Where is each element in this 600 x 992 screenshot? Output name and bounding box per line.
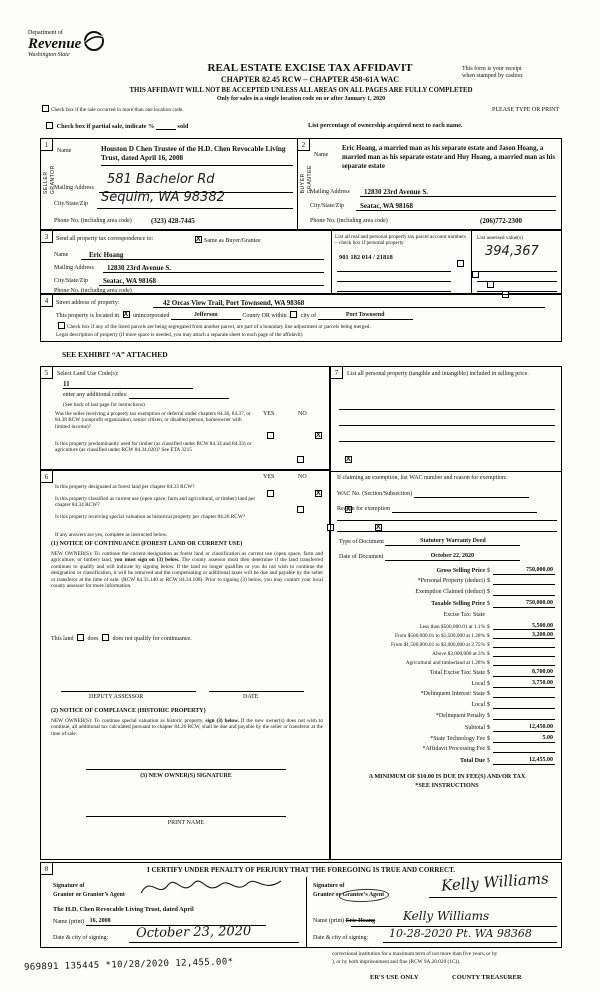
receipt-note <box>462 66 574 80</box>
rule <box>360 196 556 197</box>
dollar-sign: $ <box>487 601 490 607</box>
fee-value[interactable] <box>493 746 555 753</box>
fee-value[interactable]: 5.00 <box>493 735 555 743</box>
fee-row <box>335 680 555 688</box>
dollar-sign: $ <box>487 670 490 676</box>
notice2-pre: NEW OWNER(S): To continue special valuation as historic property, <box>51 718 204 724</box>
notice1-bold: you must sign on (3) below. <box>114 557 180 564</box>
fee-value[interactable]: 3,200.00 <box>493 632 555 639</box>
excise-state-header-row <box>335 612 555 619</box>
segregated-label: Check box if any of the listed parcels are being segregated from another parcel, are part of a boundary line adjustment or parcels being merged. <box>67 324 371 330</box>
seller-name-value[interactable]: Houston D Chen Trustee of the H.D. Chen Revocable Living Trust, dated April 16, 2008 <box>101 145 293 166</box>
segregated-row <box>56 322 556 330</box>
fee-row <box>335 724 555 732</box>
city-checkbox[interactable] <box>290 311 297 318</box>
s5-q1-no-checkbox[interactable] <box>315 432 322 439</box>
seller-phone-value[interactable]: (323) 428-7445 <box>151 217 195 225</box>
fee-label: *Affidavit Processing Fee <box>422 746 485 752</box>
s3-name-value[interactable]: Eric Hoang <box>89 251 124 259</box>
wac-label: WAC No. (Section/Subsection) <box>337 491 413 497</box>
see-instructions-note: *SEE INSTRUCTIONS <box>415 782 479 789</box>
dollar-sign: $ <box>487 691 490 697</box>
notice1-title: (1) NOTICE OF CONTINUANCE (FOREST LAND OR CURRENT USE) <box>51 541 243 547</box>
receipt-note-line1: This form is your receipt <box>462 66 522 72</box>
notice1-post: The county assessor must then determine if the land transferred continues to qualify and will indicate by signing below. If the land no longer qualifies or you do not wish to continue the designation or classification, it will be removed and the compensating or additional taxes will be due and payable by the seller or transferor at the time of sale. (RCW 84.33.140 or RCW 84.34.108). Prior to signing (3) below, you may contact your local county assessor for more information. <box>51 557 324 590</box>
section-2-buyer <box>297 138 562 230</box>
section-6-number: 6 <box>41 471 53 483</box>
grantor-print-line1: The H.D. Chen Revocable Living Trust, dated April <box>53 906 194 913</box>
legal-description-label: Legal description of property (if more space is needed, you may attach a separate sheet to each page of the affidavit) <box>56 332 303 338</box>
fee-row <box>335 632 555 639</box>
fee-label: *Delinquent Interest: State <box>420 691 485 697</box>
fee-label: Local <box>471 702 485 708</box>
s3-name-label: Name <box>54 252 69 258</box>
notice1-paragraph <box>51 551 323 589</box>
section-3-number: 3 <box>41 231 53 243</box>
single-location-line: Only for sales in a single location code on or after January 1, 2020 <box>216 96 386 102</box>
grantor-signature[interactable] <box>136 873 286 903</box>
s3-mailing-label: Mailing Address <box>54 265 94 271</box>
fee-row <box>335 713 555 720</box>
fee-label: Local <box>471 681 485 687</box>
grantee-print-struck: Eric Hoang <box>345 918 376 924</box>
buyer-phone-label: Phone No. (including area code) <box>310 218 388 224</box>
s6-question-2: Is this property classified as current use (open space, farm and agricultural, or timber) land per chapter 84.34 RCW? <box>55 496 256 509</box>
s3-phone-label: Phone No. (including area code) <box>54 288 132 294</box>
buyer-phone-value[interactable]: (206)772-2300 <box>480 217 522 225</box>
grantee-signature[interactable]: Kelly Williams <box>440 869 550 895</box>
land-use-label: Select Land Use Code(s): <box>57 371 119 377</box>
chapter-line: CHAPTER 82.45 RCW – CHAPTER 458-61A WAC <box>220 75 400 84</box>
doc-date-label: Date of Document <box>339 554 384 560</box>
fee-label: Total Excise Tax: State <box>429 670 485 676</box>
fee-row <box>335 641 555 648</box>
print-name-line[interactable] <box>86 816 286 817</box>
grantee-signature-line[interactable] <box>429 897 557 898</box>
grantee-name-print-label: Name (print) <box>313 918 345 924</box>
wac-row <box>337 491 529 498</box>
s6-question-3: Is this property receiving special valuation as historical property per chapter 84.26 RCW? <box>55 514 246 520</box>
dollar-sign: $ <box>487 713 490 719</box>
assessed-blank-line[interactable] <box>477 291 557 292</box>
section-5-land-use <box>40 366 330 470</box>
city-of-label: city of <box>300 313 317 319</box>
doc-date-row <box>339 553 520 561</box>
section-1-seller <box>40 138 298 230</box>
dor-logo-icon <box>83 30 105 52</box>
notice2-paragraph <box>51 718 323 737</box>
dollar-sign: $ <box>487 568 490 574</box>
dollar-sign: $ <box>487 736 490 742</box>
dor-logo <box>28 30 105 59</box>
ownership-note: List percentage of ownership acquired next to each name. <box>308 122 463 129</box>
buyer-side-label-2: GRANTEE <box>307 165 313 194</box>
section-5-number: 5 <box>41 367 53 379</box>
street-address-value[interactable]: 42 Orcas View Trail, Port Townsend, WA 98368 <box>163 299 305 307</box>
section-8-certification <box>40 862 562 948</box>
rule <box>97 208 293 209</box>
parcel-3-personal-checkbox[interactable] <box>487 281 494 288</box>
notice2-bold: sign (3) below. <box>205 718 239 724</box>
fee-row <box>335 659 555 666</box>
personal-property-blank-line[interactable] <box>339 441 555 442</box>
dollar-sign: $ <box>487 633 490 639</box>
unincorporated-checkbox[interactable] <box>123 311 130 318</box>
wac-field[interactable] <box>414 491 529 498</box>
doc-date-value[interactable]: October 22, 2020 <box>385 553 520 561</box>
s5-no-header: NO <box>298 411 307 417</box>
reason-blank-line[interactable] <box>337 520 557 521</box>
personal-property-label: List all personal property (tangible and intangible) included in selling price. <box>347 371 529 377</box>
please-type-print-label: PLEASE TYPE OR PRINT <box>492 107 560 113</box>
dollar-sign: $ <box>487 681 490 687</box>
doc-type-label: Type of Document <box>339 539 384 545</box>
fee-row <box>335 567 555 575</box>
send-correspondence-label: Send all property tax correspondence to: <box>56 236 154 242</box>
grantor-date-city-label: Date & city of signing: <box>53 935 109 941</box>
grantor-date-line[interactable] <box>129 942 299 943</box>
multi-location-row <box>40 105 185 113</box>
buyer-name-value[interactable]: Eric Hoang, a married man as his separate estate and Jason Hoang, a married man as his separate estate and Huy Hoang, a married man as his separate estate <box>342 145 555 170</box>
seller-name-label: Name <box>57 148 72 154</box>
grantor-signature-of-label: Signature of <box>53 883 85 889</box>
additional-codes-field[interactable] <box>129 392 229 399</box>
personal-property-blank-line[interactable] <box>339 425 555 426</box>
fee-label: Subtotal <box>464 725 485 731</box>
grantee-date-line[interactable] <box>383 942 557 943</box>
parcel-blank-line[interactable] <box>337 291 451 292</box>
qualify-row <box>51 634 192 643</box>
s6-no-header: NO <box>298 474 307 480</box>
notice1-pre: NEW OWNER(S): To continue the current designation as forest land or classification as current use (open space, farm and agriculture, or timber) land, <box>51 551 323 564</box>
street-address-label: Street address of property: <box>56 300 120 306</box>
section-4-number: 4 <box>41 295 53 307</box>
multi-location-checkbox[interactable] <box>42 105 49 112</box>
seller-side-label-1: SELLER <box>43 171 49 195</box>
assessed-blank-line[interactable] <box>477 271 557 272</box>
partial-sale-label: Check box if partial sale, indicate % <box>56 123 155 130</box>
new-owner-signature-line[interactable] <box>86 769 286 770</box>
fee-row <box>335 589 555 596</box>
buyer-side-label-1: BUYER <box>300 173 306 194</box>
rule <box>331 471 562 472</box>
section-1-number: 1 <box>41 139 53 151</box>
partial-sale-checkbox[interactable] <box>46 122 53 129</box>
rule <box>331 231 332 293</box>
fee-value[interactable]: 5,500.00 <box>493 623 555 630</box>
dollar-sign: $ <box>487 746 490 752</box>
warning-line: THIS AFFIDAVIT WILL NOT BE ACCEPTED UNLESS ALL AREAS ON ALL PAGES ARE FULLY COMPLETED <box>129 87 473 94</box>
fee-value[interactable] <box>493 702 555 709</box>
partial-sale-sold-label: sold <box>177 123 189 130</box>
fee-row <box>335 650 555 657</box>
fee-row <box>335 691 555 698</box>
dollar-sign: $ <box>487 659 490 666</box>
rule <box>103 272 324 273</box>
s3-city-value[interactable]: Seatac, WA 98168 <box>103 277 156 285</box>
fee-value[interactable]: 8,700.00 <box>493 669 555 677</box>
notice2-title: (2) NOTICE OF COMPLIANCE (HISTORIC PROPERTY) <box>51 708 206 714</box>
s6-question-1: Is this property designated as forest land per chapter 84.33 RCW? <box>55 484 195 490</box>
same-as-row <box>193 236 261 245</box>
grantee-name-print-row <box>313 918 375 925</box>
perjury-fragment-1: correctional institution for a maximum term of not more than five years, or by <box>332 951 498 957</box>
grantor-name-print-label: Name (print) <box>53 919 85 925</box>
grantee-date-city-label: Date & city of signing: <box>313 935 369 941</box>
partial-sale-row <box>44 122 188 130</box>
seller-city-label: City/State/Zip <box>54 201 88 207</box>
logo-state-text: Washington State <box>28 52 70 59</box>
grantee-signature-of-label: Signature of <box>313 883 345 889</box>
print-name-label: PRINT NAME <box>167 820 205 826</box>
assessed-header: List assessed value(s) <box>477 235 523 241</box>
fee-label: *State Technology Fee <box>430 736 485 742</box>
treasurer-stamp: 969891 135445 *10/28/2020 12,455.00* <box>23 957 234 973</box>
assessed-value[interactable]: 394,367 <box>485 244 539 259</box>
s5-q1-yes-checkbox[interactable] <box>267 432 274 439</box>
dollar-sign: $ <box>487 758 490 764</box>
parcel-blank-line[interactable] <box>337 271 451 272</box>
fee-row <box>335 702 555 709</box>
qualify-pre-label: This land <box>51 636 74 642</box>
s3-mailing-value[interactable]: 12830 23rd Avenue S. <box>107 264 172 272</box>
fee-label: *Personal Property (deduct) <box>417 578 485 584</box>
dollar-sign: $ <box>487 702 490 708</box>
fee-label: Above $3,000,000 at 3% <box>432 650 485 657</box>
dollar-sign: $ <box>487 578 490 584</box>
reason-row <box>337 506 537 513</box>
fee-value[interactable]: 750,000.00 <box>493 600 555 608</box>
doc-type-row <box>339 538 520 546</box>
fee-label: *Delinquent Penalty <box>435 713 485 719</box>
grantee-circled-label: Grantee’s Agent <box>342 892 385 898</box>
exemption-header: If claiming an exemption, list WAC number and reason for exemption: <box>337 475 507 481</box>
grantor-print-line2[interactable]: 16, 2008 <box>86 918 266 926</box>
seller-mailing-value[interactable]: 581 Bachelor Rd <box>107 172 215 187</box>
fee-label: Agricultural and timberland at 1.28% <box>405 659 485 666</box>
fee-row <box>335 600 555 608</box>
fee-label: Less than $500,000.01 at 1.1% <box>419 624 485 630</box>
notice2-post: If the new owner(s) does not wish to continue, all additional tax calculated pursuant to chapter 84.26 RCW, shall be due and payable by the seller or transferor at the time of sale. <box>51 718 323 737</box>
grantor-agent-label: Grantor or Grantor’s Agent <box>53 892 125 898</box>
s6-yes-header: YES <box>263 474 275 480</box>
county-treasurer-label: COUNTY TREASURER <box>452 974 522 981</box>
fee-value[interactable]: 12,455.00 <box>493 757 555 765</box>
dollar-sign: $ <box>487 641 490 648</box>
located-mid-label: County OR within <box>242 313 287 319</box>
parcel-header: List all real and personal property tax parcel account numbers – check box if personal property <box>335 234 467 247</box>
city-value[interactable]: Port Townsend <box>318 312 413 320</box>
fee-value[interactable]: 12,450.00 <box>493 724 555 732</box>
s5-question-2: Is this property predominantly used for timber (as classified under RCW 84.34 and 84.33) or agriculture (as classified under RCW 84.34.020)? See ETA 3215 <box>55 441 252 454</box>
partial-sale-percent-field[interactable] <box>156 123 176 130</box>
seller-mailing-label: Mailing Address <box>54 185 94 191</box>
multi-location-label: Check box if the sale occurred in more than one location code. <box>51 107 184 113</box>
fee-label: From $1,500,000.01 to $3,000,000 at 2.75% <box>390 641 485 648</box>
reason-label: Reason for exemption <box>337 506 390 512</box>
fee-label: Taxable Selling Price <box>431 601 485 607</box>
doc-type-value[interactable]: Statutory Warranty Deed <box>385 538 520 546</box>
same-as-checkbox[interactable] <box>195 236 202 243</box>
does-checkbox[interactable] <box>77 634 84 641</box>
does-not-label: does not qualify for continuance. <box>112 636 192 642</box>
fee-value[interactable] <box>493 650 555 657</box>
dollar-sign: $ <box>487 589 490 595</box>
seller-phone-label: Phone No. (including area code) <box>54 218 132 224</box>
perjury-fragment-2: ), or by both imprisonment and fine (RCW 9A.20.020 (1C)). <box>332 959 461 965</box>
buyer-mailing-value[interactable]: 12830 23rd Avenue S. <box>364 188 429 196</box>
fee-value[interactable] <box>493 589 555 596</box>
excise-state-label: Excise Tax: State <box>443 612 485 618</box>
section-6-classification <box>40 470 330 860</box>
fee-row <box>335 746 555 753</box>
rule <box>471 231 472 293</box>
land-use-value[interactable]: 11 <box>63 380 193 389</box>
s5-yes-header: YES <box>263 411 275 417</box>
unincorporated-label: unincorporated <box>133 313 170 319</box>
rule <box>306 877 307 947</box>
grantee-agent-label <box>313 892 384 899</box>
does-label: does <box>87 636 99 642</box>
grantee-print-handwritten[interactable]: Kelly Williams <box>403 909 490 923</box>
section-3-tax-correspondence <box>40 230 562 294</box>
seller-side-label-2: GRANTOR <box>50 165 56 195</box>
s3-city-label: City/State/Zip <box>54 278 88 284</box>
s5-q2-yes-checkbox[interactable] <box>297 456 304 463</box>
section-4-property <box>40 294 562 342</box>
grantee-date-handwritten[interactable]: 10-28-2020 Pt. WA 98368 <box>389 927 532 940</box>
parcel-2-personal-checkbox[interactable] <box>472 271 479 278</box>
parcel-1-personal-checkbox[interactable] <box>457 260 464 267</box>
rule <box>153 307 545 308</box>
section-2-number: 2 <box>298 139 310 151</box>
fee-value[interactable]: 3,750.00 <box>493 680 555 688</box>
rule <box>81 259 324 260</box>
buyer-city-label: City/State/Zip <box>310 203 344 209</box>
dollar-sign: $ <box>487 650 490 657</box>
fee-row <box>335 669 555 677</box>
fee-row <box>335 578 555 585</box>
fee-label: Gross Selling Price <box>436 568 485 574</box>
rule <box>99 285 324 286</box>
fee-value[interactable] <box>493 641 555 648</box>
parcel-blank-line[interactable] <box>337 281 451 282</box>
fee-value[interactable] <box>493 578 555 585</box>
fee-label: From $500,000.01 to $1,500,000 at 1.28% <box>394 633 485 639</box>
fee-label: Exemption Claimed (deduct) <box>415 589 485 595</box>
certify-statement: I CERTIFY UNDER PENALTY OF PERJURY THAT THE FOREGOING IS TRUE AND CORRECT. <box>146 866 455 874</box>
logo-name-text: Revenue <box>28 36 82 53</box>
section-8-number: 8 <box>41 863 53 875</box>
buyer-mailing-label: Mailing Address <box>310 189 350 195</box>
fee-value[interactable] <box>493 713 555 720</box>
rule <box>356 210 556 211</box>
fee-row <box>335 735 555 743</box>
receipt-note-line2: when stamped by cashier. <box>462 73 524 80</box>
county-value[interactable]: Jefferson <box>171 312 241 320</box>
treasurer-space-fragment: ER'S USE ONLY <box>370 974 419 981</box>
dollar-sign: $ <box>487 624 490 630</box>
fee-value[interactable] <box>493 659 555 666</box>
deputy-assessor-signature-line[interactable] <box>61 691 196 692</box>
fee-row <box>335 757 555 765</box>
form-title: REAL ESTATE EXCISE TAX AFFIDAVIT <box>207 62 413 74</box>
s6-q1-yes-checkbox[interactable] <box>267 490 274 497</box>
date-label: DATE <box>243 694 259 700</box>
fee-value[interactable] <box>493 691 555 698</box>
buyer-city-value[interactable]: Seatac, WA 98168 <box>360 202 413 210</box>
fee-label: Total Due <box>460 758 485 764</box>
seller-city-value[interactable]: Sequim, WA 98382 <box>101 190 225 205</box>
reason-field[interactable] <box>392 506 537 513</box>
same-as-label: Same as Buyer/Grantee <box>204 238 261 244</box>
parcel-number-value[interactable]: 901 182 014 / 21818 <box>339 254 393 261</box>
personal-property-blank-line[interactable] <box>339 409 555 410</box>
grantee-pre-label: Grantee or <box>313 892 342 898</box>
reason-blank-line[interactable] <box>337 531 557 532</box>
section-7-number: 7 <box>331 367 343 379</box>
new-owner-signature-label: (3) NEW OWNER(S) SIGNATURE <box>140 773 232 779</box>
s6-q1-no-checkbox[interactable] <box>315 490 322 497</box>
does-not-checkbox[interactable] <box>102 634 109 641</box>
exhibit-note: SEE EXHIBIT “A” ATTACHED <box>62 350 168 359</box>
additional-codes-label: enter any additional codes: <box>63 392 128 398</box>
s5-question-1: Was the seller receiving a property tax exemption or deferral under chapters 84.36, 84.37, or 84.38 RCW (nonprofit organization, senior citizen, or disabled person, homeowner with limited income)? <box>55 411 251 430</box>
assessed-blank-line[interactable] <box>477 281 557 282</box>
segregated-checkbox[interactable] <box>58 322 65 329</box>
s6-q2-yes-checkbox[interactable] <box>297 506 304 513</box>
located-pre-label: This property is located in <box>56 313 119 319</box>
additional-codes-row <box>63 392 229 399</box>
fee-row <box>335 623 555 630</box>
grantor-date-handwritten[interactable]: October 23, 2020 <box>135 923 252 942</box>
dollar-sign: $ <box>487 725 490 731</box>
deputy-date-line[interactable] <box>209 691 304 692</box>
deputy-assessor-label: DEPUTY ASSESSOR <box>89 694 144 700</box>
buyer-name-label: Name <box>314 152 329 158</box>
logo-dept-text: Department of <box>28 30 63 36</box>
minimum-note: A MINIMUM OF $10.00 IS DUE IN FEE(S) AND/OR TAX <box>368 773 526 780</box>
located-row <box>56 311 556 320</box>
fee-value[interactable]: 750,000.00 <box>493 567 555 575</box>
see-back-label: (See back of last page for instructions) <box>63 402 145 408</box>
section-7-right-column <box>330 366 562 860</box>
any-yes-note: If any answers are yes, complete as instructed below. <box>55 532 168 538</box>
